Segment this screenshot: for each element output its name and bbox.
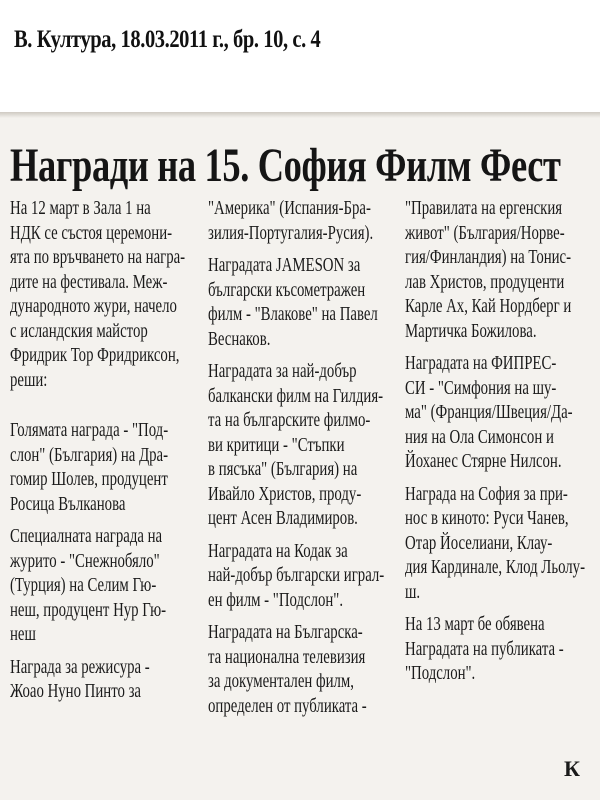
article-column-2: [208, 196, 392, 718]
paragraph-intro: На 12 март в Зала 1 на НДК се състоя церемони- ята по връчването на награ- дите на фестивала. Меж- дународното жури, начело с исландския майстор Фридрик Тор Фридриксон, реши:: [10, 197, 186, 391]
paragraph-audience-award: На 13 март бе обявена Наградата на публиката - "Подслон".: [405, 613, 564, 684]
paragraph-fipresci: Наградата на ФИПРЕС- СИ - "Симфония на шу- ма" (Франция/Швеция/Да- ния на Ола Симонсон и Йоханес Стярне Нилсон.: [405, 352, 573, 472]
article-column-3: [405, 196, 589, 686]
clipping-edge: [0, 112, 600, 118]
paragraph-kodak: Наградата на Кодак за най-добър български играл- ен филм - "Подслон".: [208, 539, 385, 611]
paragraph-special-prize: Специалната награда на журито - "Снежнобяло" (Турция) на Селим Гю- неш, продуцент Нур Гю- неш: [10, 525, 167, 645]
article-column-1: [10, 196, 194, 704]
paragraph-grand-prize: Голямата награда - "Под- слон" (България) на Дра- гомир Шолев, продуцент Росица Вълканова: [10, 419, 169, 515]
paragraph-bnt: Наградата на Българска- та национална телевизия за документален филм, определен от публиката -: [208, 621, 367, 717]
newspaper-clipping: [0, 112, 600, 800]
paragraph-director-prize: Награда за режисура - Жоао Нуно Пинто за: [10, 655, 150, 702]
paragraph-bachelor-life: "Правилата на ергенския живот" (България/Норве- гия/Финландия) на Тонис- лав Христов, продуценти Карле Ах, Кай Нордберг и Мартичка Божилова.: [405, 197, 572, 342]
paragraph-balkan-film: Наградата за най-добър балкански филм на Гилдия- та на българските филмо- ви критици - "Стъпки в пясъка" (България) на Ивайло Христов, проду- цент Асен Владимиров.: [208, 360, 384, 529]
paragraph-america: "Америка" (Испания-Бра- зилия-Португалия-Русия).: [208, 197, 374, 244]
paragraph-jameson: Наградата JAMESON за български късометражен филм - "Влакове" на Павел Веснаков.: [208, 254, 378, 350]
article-headline: Награди на 15. София Филм Фест: [10, 139, 561, 192]
paragraph-sofia-award: Награда на София за при- нос в киното: Руси Чанев, Отар Йоселиани, Клау- дия Кардинале, Клод Льолу- ш.: [405, 482, 586, 603]
corner-mark: К: [564, 756, 580, 781]
source-citation: В. Култура, 18.03.2011 г., бр. 10, с. 4: [14, 26, 321, 53]
